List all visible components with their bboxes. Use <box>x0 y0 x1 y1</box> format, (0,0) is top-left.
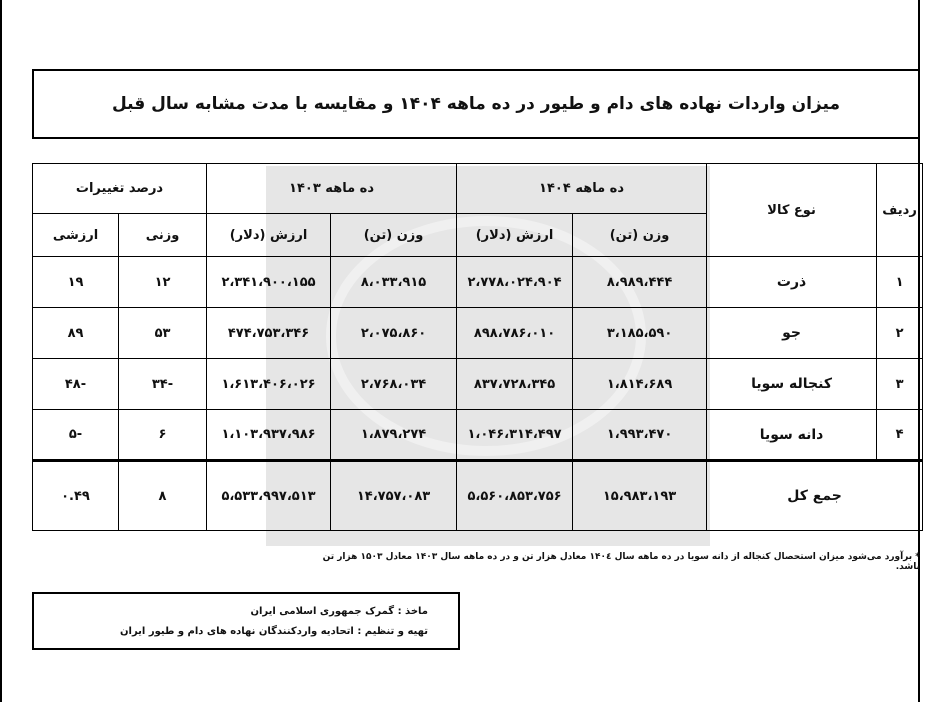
value-1404: ۸۹۸،۷۸۶،۰۱۰ <box>457 308 573 359</box>
header-value-1403: ارزش (دلار) <box>207 214 331 257</box>
total-change-weight: ۸ <box>119 461 207 531</box>
item-name: دانه سویا <box>707 410 877 461</box>
table-row <box>33 410 923 461</box>
weight-1403: ۱،۸۷۹،۲۷۴ <box>331 410 457 461</box>
value-1403: ۱،۱۰۳،۹۳۷،۹۸۶ <box>207 410 331 461</box>
header-item: نوع کالا <box>707 164 877 257</box>
header-period-1404: ده ماهه ۱۴۰۴ <box>457 164 707 214</box>
total-change-value: ۰.۴۹ <box>33 461 119 531</box>
row-number: ۳ <box>877 359 923 410</box>
value-1403: ۲،۳۴۱،۹۰۰،۱۵۵ <box>207 257 331 308</box>
header-row-1 <box>33 164 923 214</box>
change-weight: -۳۴ <box>119 359 207 410</box>
weight-1403: ۲،۰۷۵،۸۶۰ <box>331 308 457 359</box>
item-name: ذرت <box>707 257 877 308</box>
page-border-left <box>0 0 2 702</box>
item-name: جو <box>707 308 877 359</box>
weight-1404: ۳،۱۸۵،۵۹۰ <box>573 308 707 359</box>
value-1403: ۴۷۴،۷۵۳،۳۴۶ <box>207 308 331 359</box>
footnote: * برآورد می‌شود میزان استحصال کنجاله از دانه سویا در ده ماهه سال ۱۴۰٤ معادل هزار تن و در ده ماهه سال ۱۴۰۳ معادل ۱۵۰۳ هزار تن باشد. <box>322 552 920 572</box>
weight-1404: ۱،۸۱۴،۶۸۹ <box>573 359 707 410</box>
source-box <box>32 592 460 650</box>
value-1403: ۱،۶۱۳،۴۰۶،۰۲۶ <box>207 359 331 410</box>
header-row-no: ردیف <box>877 164 923 257</box>
header-weight-1403: وزن (تن) <box>331 214 457 257</box>
weight-1404: ۱،۹۹۳،۴۷۰ <box>573 410 707 461</box>
total-row <box>33 461 923 531</box>
header-change-weight: وزنی <box>119 214 207 257</box>
value-1404: ۸۳۷،۷۲۸،۳۴۵ <box>457 359 573 410</box>
table-row <box>33 308 923 359</box>
title-box <box>32 69 920 139</box>
header-period-1403: ده ماهه ۱۴۰۳ <box>207 164 457 214</box>
weight-1403: ۸،۰۳۳،۹۱۵ <box>331 257 457 308</box>
row-number: ۲ <box>877 308 923 359</box>
source-line: ماخذ : گمرک جمهوری اسلامی ایران <box>250 606 428 617</box>
imports-table <box>32 163 923 531</box>
prepared-by-line: تهیه و تنظیم : اتحادیه واردکنندگان نهاده های دام و طیور ایران <box>119 626 428 637</box>
total-value-1403: ۵،۵۳۳،۹۹۷،۵۱۳ <box>207 461 331 531</box>
weight-1404: ۸،۹۸۹،۴۴۴ <box>573 257 707 308</box>
change-value: -۴۸ <box>33 359 119 410</box>
item-name: کنجاله سویا <box>707 359 877 410</box>
value-1404: ۱،۰۴۶،۳۱۴،۴۹۷ <box>457 410 573 461</box>
header-change-value: ارزشی <box>33 214 119 257</box>
row-number: ۱ <box>877 257 923 308</box>
header-value-1404: ارزش (دلار) <box>457 214 573 257</box>
total-label: جمع کل <box>707 461 923 531</box>
header-weight-1404: وزن (تن) <box>573 214 707 257</box>
change-value: -۵ <box>33 410 119 461</box>
table-row <box>33 359 923 410</box>
change-weight: ۵۳ <box>119 308 207 359</box>
total-value-1404: ۵،۵۶۰،۸۵۳،۷۵۶ <box>457 461 573 531</box>
weight-1403: ۲،۷۶۸،۰۳۴ <box>331 359 457 410</box>
table-row <box>33 257 923 308</box>
page-title: میزان واردات نهاده های دام و طیور در ده ماهه ۱۴۰۴ و مقایسه با مدت مشابه سال قبل <box>112 94 840 114</box>
value-1404: ۲،۷۷۸،۰۲۴،۹۰۴ <box>457 257 573 308</box>
change-weight: ۱۲ <box>119 257 207 308</box>
change-value: ۱۹ <box>33 257 119 308</box>
row-number: ۴ <box>877 410 923 461</box>
header-change: درصد تغییرات <box>33 164 207 214</box>
change-value: ۸۹ <box>33 308 119 359</box>
total-weight-1403: ۱۴،۷۵۷،۰۸۳ <box>331 461 457 531</box>
total-weight-1404: ۱۵،۹۸۳،۱۹۳ <box>573 461 707 531</box>
change-weight: ۶ <box>119 410 207 461</box>
